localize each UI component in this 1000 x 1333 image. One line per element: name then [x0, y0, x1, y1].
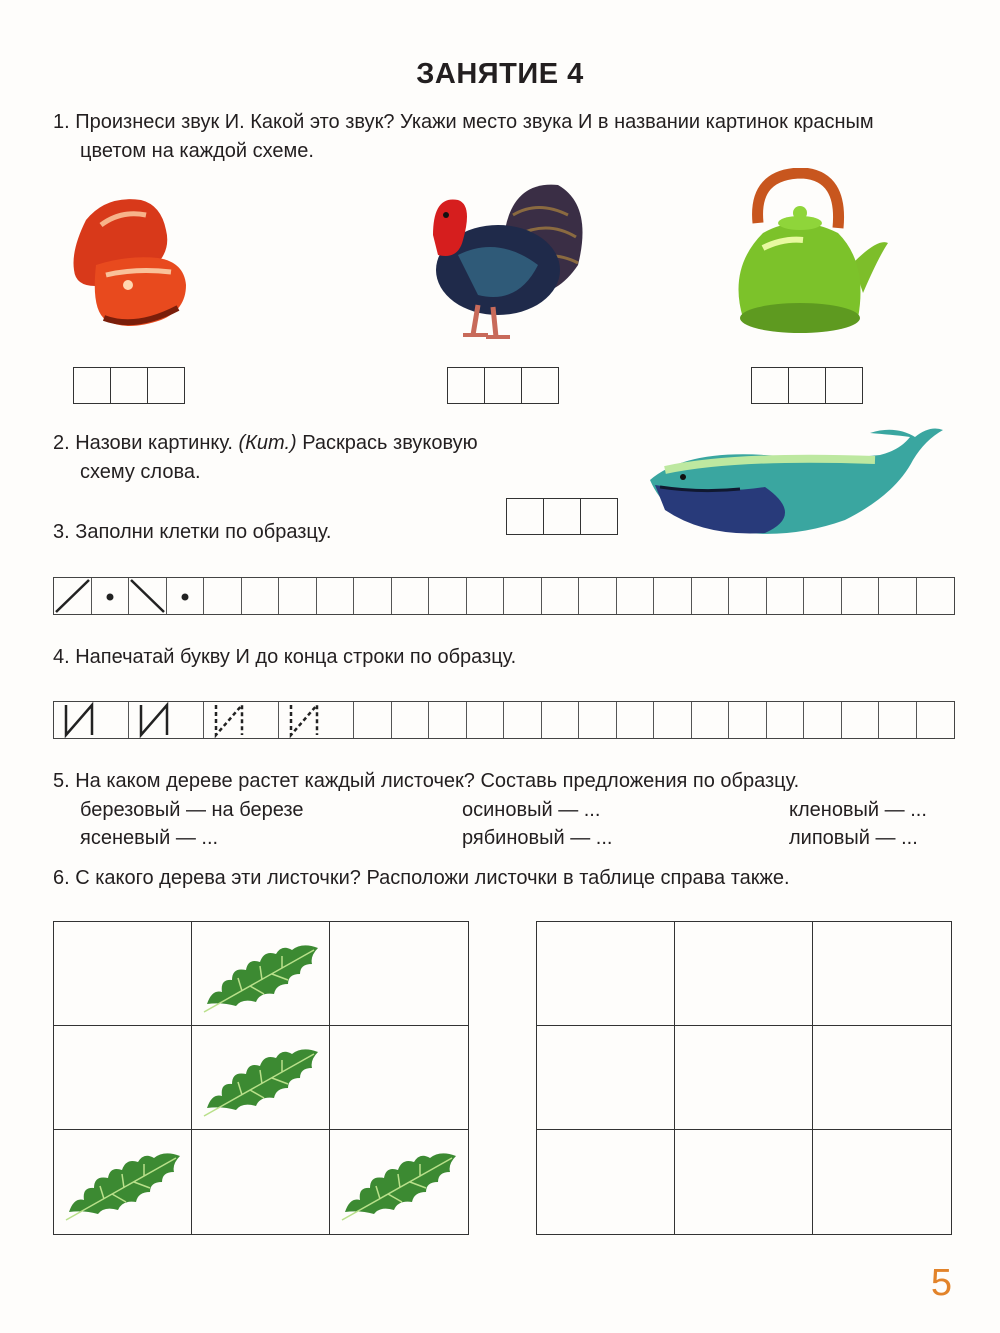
task3-empty-cell[interactable] — [879, 578, 917, 614]
task4-empty-cell[interactable] — [354, 702, 392, 738]
page-number: 5 — [930, 1262, 952, 1304]
task4-empty-cell[interactable] — [654, 702, 692, 738]
answer-grid-cell[interactable] — [813, 1026, 951, 1130]
answer-grid-cell[interactable] — [813, 922, 951, 1026]
task3-sample-dot-cell — [167, 578, 205, 614]
task3-text: 3. Заполни клетки по образцу. — [53, 521, 332, 543]
sound-scheme-whale[interactable] — [506, 498, 618, 535]
task6-text: 6. С какого дерева эти листочки? Расположи листочки в таблице справа также. — [53, 867, 790, 889]
task3-empty-cell[interactable] — [429, 578, 467, 614]
task4-empty-cell[interactable] — [767, 702, 805, 738]
task4-cell-row[interactable] — [53, 701, 955, 739]
task2-suffix: Раскрась звуковую — [296, 432, 478, 454]
sample-grid-cell — [192, 1130, 330, 1234]
task3-sample-slash-cell — [54, 578, 92, 614]
task2-answer: (Кит.) — [238, 432, 297, 454]
answer-grid-cell[interactable] — [537, 922, 675, 1026]
task3-empty-cell[interactable] — [542, 578, 580, 614]
task3-empty-cell[interactable] — [767, 578, 805, 614]
task3-cell-row[interactable] — [53, 577, 955, 615]
task3-empty-cell[interactable] — [804, 578, 842, 614]
answer-grid-cell[interactable] — [675, 1026, 813, 1130]
task4-empty-cell[interactable] — [467, 702, 505, 738]
task4-sample-letter-cell — [129, 702, 204, 738]
task3-empty-cell[interactable] — [467, 578, 505, 614]
task2-prefix: 2. Назови картинку. — [53, 432, 239, 454]
task3-empty-cell[interactable] — [579, 578, 617, 614]
task5-example-4: рябиновый — ... — [462, 827, 613, 849]
whale-picture — [645, 425, 945, 550]
task3-empty-cell[interactable] — [392, 578, 430, 614]
task4-empty-cell[interactable] — [579, 702, 617, 738]
task4-dashed-letter-cell[interactable] — [204, 702, 279, 738]
sound-scheme-kettle[interactable] — [751, 367, 863, 404]
task3-sample-backslash-cell — [129, 578, 167, 614]
task2-line1 — [53, 429, 478, 458]
kettle-picture — [728, 168, 893, 343]
task3-sample-dot-cell — [92, 578, 130, 614]
task3-empty-cell[interactable] — [504, 578, 542, 614]
oak-leaf-icon — [340, 1142, 460, 1222]
task5-example-5: кленовый — ... — [789, 799, 927, 821]
oak-leaf-icon — [64, 1142, 184, 1222]
task3-empty-cell[interactable] — [204, 578, 242, 614]
task3-empty-cell[interactable] — [242, 578, 280, 614]
task4-empty-cell[interactable] — [392, 702, 430, 738]
task1-line1: 1. Произнеси звук И. Какой это звук? Укажи место звука И в названии картинок красным — [53, 111, 874, 133]
task5-example-1: березовый — на березе — [80, 799, 304, 821]
oak-leaf-icon — [202, 1038, 322, 1118]
task3-empty-cell[interactable] — [729, 578, 767, 614]
task5-text: 5. На каком дереве растет каждый листочек? Составь предложения по образцу. — [53, 770, 800, 792]
task3-empty-cell[interactable] — [354, 578, 392, 614]
answer-grid-cell[interactable] — [537, 1130, 675, 1234]
oak-leaf-icon — [202, 934, 322, 1014]
task5-example-2: ясеневый — ... — [80, 827, 219, 849]
task1-line2: цветом на каждой схеме. — [80, 140, 314, 162]
answer-leaf-grid[interactable] — [536, 921, 952, 1235]
sample-grid-cell — [330, 1026, 468, 1130]
answer-grid-cell[interactable] — [813, 1130, 951, 1234]
task4-empty-cell[interactable] — [879, 702, 917, 738]
shoes-picture — [66, 190, 196, 340]
task4-empty-cell[interactable] — [542, 702, 580, 738]
sample-grid-cell — [192, 1026, 330, 1130]
task5-example-6: липовый — ... — [789, 827, 918, 849]
task3-empty-cell[interactable] — [317, 578, 355, 614]
task4-empty-cell[interactable] — [504, 702, 542, 738]
answer-grid-cell[interactable] — [537, 1026, 675, 1130]
task3-empty-cell[interactable] — [917, 578, 955, 614]
task4-text: 4. Напечатай букву И до конца строки по образцу. — [53, 646, 517, 668]
page-title: ЗАНЯТИЕ 4 — [416, 58, 584, 90]
sound-scheme-shoes[interactable] — [73, 367, 185, 404]
sample-grid-cell — [54, 922, 192, 1026]
task3-empty-cell[interactable] — [279, 578, 317, 614]
sound-scheme-turkey[interactable] — [447, 367, 559, 404]
task4-empty-cell[interactable] — [917, 702, 955, 738]
turkey-picture — [418, 175, 588, 345]
task2-line2: схему слова. — [80, 461, 201, 483]
sample-leaf-grid — [53, 921, 469, 1235]
task4-dashed-letter-cell[interactable] — [279, 702, 354, 738]
task5-example-3: осиновый — ... — [462, 799, 601, 821]
task4-empty-cell[interactable] — [617, 702, 655, 738]
sample-grid-cell — [54, 1130, 192, 1234]
sample-grid-cell — [330, 1130, 468, 1234]
sample-grid-cell — [330, 922, 468, 1026]
answer-grid-cell[interactable] — [675, 922, 813, 1026]
task4-empty-cell[interactable] — [842, 702, 880, 738]
task4-sample-letter-cell — [54, 702, 129, 738]
task3-empty-cell[interactable] — [692, 578, 730, 614]
task3-empty-cell[interactable] — [617, 578, 655, 614]
task3-empty-cell[interactable] — [654, 578, 692, 614]
task4-empty-cell[interactable] — [692, 702, 730, 738]
task3-empty-cell[interactable] — [842, 578, 880, 614]
task4-empty-cell[interactable] — [729, 702, 767, 738]
sample-grid-cell — [192, 922, 330, 1026]
task4-empty-cell[interactable] — [804, 702, 842, 738]
task4-empty-cell[interactable] — [429, 702, 467, 738]
sample-grid-cell — [54, 1026, 192, 1130]
answer-grid-cell[interactable] — [675, 1130, 813, 1234]
